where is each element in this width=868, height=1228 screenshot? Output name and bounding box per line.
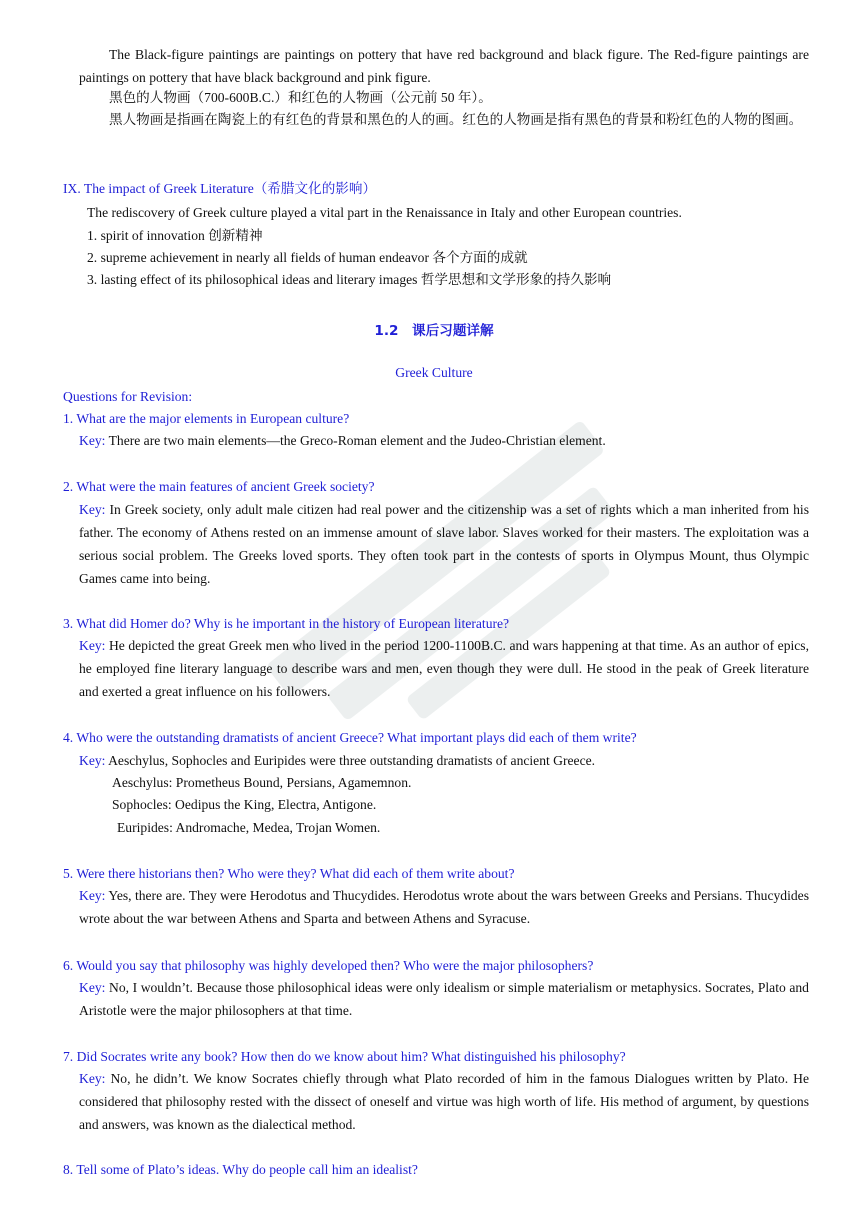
answer-3: Key: He depicted the great Greek men who lived in the period 1200-1100B.C. and wars happening at that time. As an author of epics, he employed fine literary language to describe wars and men, even though they were dull. He stood in the peak of Greek literature and exerted a great influence on his followers. xyxy=(79,638,809,699)
impact-item: 1. spirit of innovation 创新精神 xyxy=(87,228,263,243)
key-label: Key: xyxy=(79,1071,106,1086)
intro-heading-zh: 黑色的人物画（700-600B.C.）和红色的人物画（公元前 50 年）。 xyxy=(109,90,492,105)
impact-item: 3. lasting effect of its philosophical ideas and literary images 哲学思想和文学形象的持久影响 xyxy=(87,272,612,287)
question-5: 5. Were there historians then? Who were they? What did each of them write about? xyxy=(63,866,515,881)
answer-4: Key: Aeschylus, Sophocles and Euripides were three outstanding dramatists of ancient Greece. xyxy=(79,753,596,768)
question-3: 3. What did Homer do? Why is he important in the history of European literature? xyxy=(63,616,510,631)
section-subtitle: Greek Culture xyxy=(395,365,473,380)
answer-7: Key: No, he didn’t. We know Socrates chiefly through what Plato recorded of him in the famous Dialogues written by Plato. He considered that philosophy rested with the dissect of oneself and virtue was high worth of life. His method of argument, by questions and answers, was known as the dialectical method. xyxy=(79,1071,809,1132)
impact-line: The rediscovery of Greek culture played a vital part in the Renaissance in Italy and other European countries. xyxy=(87,205,682,220)
key-label: Key: xyxy=(79,433,106,448)
key-label: Key: xyxy=(79,638,106,653)
answer-4-detail: Sophocles: Oedipus the King, Electra, Antigone. xyxy=(112,797,377,812)
answer-5: Key: Yes, there are. They were Herodotus and Thucydides. Herodotus wrote about the wars between Greeks and Persians. Thucydides wrote about the war between Athens and Sparta and between Athens and Syracuse. xyxy=(79,888,809,926)
question-1: 1. What are the major elements in European culture? xyxy=(63,411,350,426)
question-2: 2. What were the main features of ancient Greek society? xyxy=(63,479,375,494)
watermark-stamp xyxy=(200,330,720,850)
impact-item: 2. supreme achievement in nearly all fields of human endeavor 各个方面的成就 xyxy=(87,250,528,265)
question-8: 8. Tell some of Plato’s ideas. Why do people call him an idealist? xyxy=(63,1162,418,1177)
answer-1: Key: There are two main elements—the Greco-Roman element and the Judeo-Christian element. xyxy=(79,433,606,448)
key-label: Key: xyxy=(79,980,106,995)
question-6: 6. Would you say that philosophy was highly developed then? Who were the major philosophers? xyxy=(63,958,594,973)
intro-paragraph-zh: 黑人物画是指画在陶瓷上的有红色的背景和黑色的人的画。红色的人物画是指有黑色的背景和粉红色的人物的图画。 xyxy=(109,112,803,127)
questions-heading: Questions for Revision: xyxy=(63,389,193,404)
answer-4-detail: Euripides: Andromache, Medea, Trojan Women. xyxy=(117,820,381,835)
intro-paragraph-en: The Black-figure paintings are paintings on pottery that have red background and black figure. The Red-figure paintings are paintings on pottery that have black background and pink figure. xyxy=(79,47,809,85)
key-label: Key: xyxy=(79,888,106,903)
answer-2: Key: In Greek society, only adult male citizen had real power and the citizenship was a set of rights which a man inherited from his father. The economy of Athens rested on an immense amount of slave labor. Slaves worked for their masters. The exploitation was a serious social problem. The Greeks loved sports. They often took part in the contests of sports in Olympus Mount, thus Olympic Games came into being. xyxy=(79,502,809,586)
answer-4-detail: Aeschylus: Prometheus Bound, Persians, Agamemnon. xyxy=(112,775,412,790)
key-label: Key: xyxy=(79,753,106,768)
question-4: 4. Who were the outstanding dramatists of ancient Greece? What important plays did each of them write? xyxy=(63,730,637,745)
section-title: 1.2 课后习题详解 xyxy=(374,323,494,339)
answer-6: Key: No, I wouldn’t. Because those philosophical ideas were only idealism or simple materialism or metaphysics. Socrates, Plato and Aristotle were the major philosophers at that time. xyxy=(79,980,809,1018)
impact-heading: IX. The impact of Greek Literature（希腊文化的影响） xyxy=(63,181,377,196)
key-label: Key: xyxy=(79,502,106,517)
question-7: 7. Did Socrates write any book? How then do we know about him? What distinguished his philosophy? xyxy=(63,1049,626,1064)
